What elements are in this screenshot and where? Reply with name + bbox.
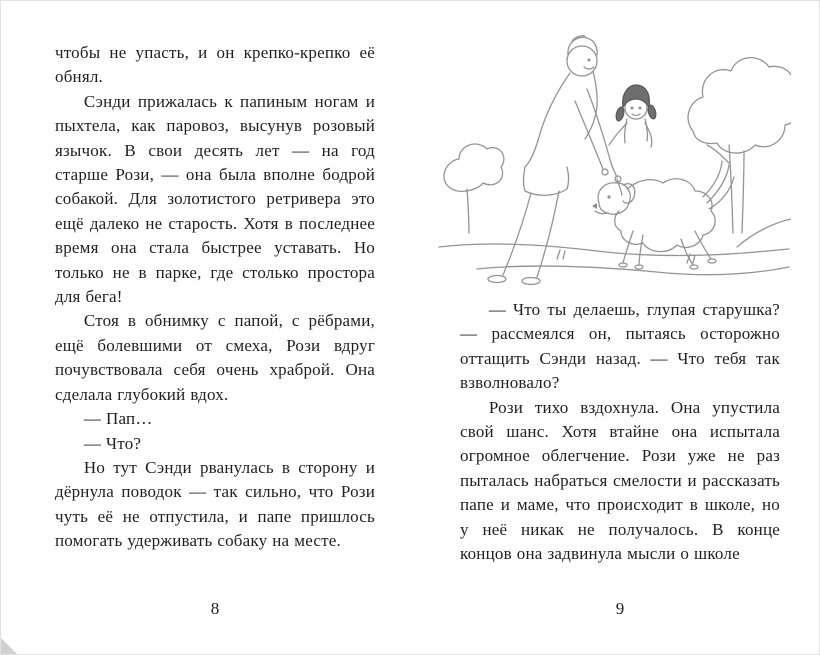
park-illustration <box>437 11 791 293</box>
bush-icon <box>444 144 504 191</box>
paragraph: Но тут Сэнди рванулась в сторону и дёрнула поводок — так сильно, что Рози чуть её не отпустила, и папе пришлось помогать удерживать собаку на месте. <box>55 457 375 551</box>
girl-figure <box>609 85 657 147</box>
park-illustration-drawing <box>437 11 791 293</box>
paragraph: Стоя в обнимку с папой, с рёбрами, ещё болевшими от смеха, Рози вдруг почувствовала себя очень храброй. Она сделала глубокий вдох. <box>55 311 375 404</box>
paragraph: чтобы не упасть, и он крепко-крепко её обнял. <box>55 43 375 87</box>
dialogue-line: — Пап… <box>83 409 153 429</box>
page-left-text <box>55 41 375 554</box>
paragraph: Рози тихо вздохнула. Она упустила свой шанс. Хотя втайне она испытала огромное облегчение. Рози уже не раз пыталась набраться смелости и рассказать папе и маме, что происходит в школе, но у неё никак не получалось. В конце концов она задвинула мысли о школе <box>460 397 780 564</box>
page-number-right: 9 <box>615 599 625 618</box>
dialogue-line: — Что ты делаешь, глупая старушка? — рассмеялся он, пытаясь осторожно оттащить Сэнди назад. — Что тебя так взволновало? <box>460 300 780 393</box>
tree-icon <box>688 58 791 153</box>
dialogue-line: — Что? <box>83 433 142 453</box>
page-right-text <box>460 298 780 566</box>
page-number-left: 8 <box>210 599 220 618</box>
paragraph: Сэнди прижалась к папиным ногам и пыхтела, как паровоз, высунув розовый язычок. В свои десять лет — на год старше Рози, — она была вполне бодрой собакой. Для золотистого ретривера это ещё далеко не старость. Хотя в последнее время она стала быстрее уставать. Но только не в парке, где столько простора для бега! <box>55 91 375 307</box>
page-curl-shadow <box>1 638 17 654</box>
